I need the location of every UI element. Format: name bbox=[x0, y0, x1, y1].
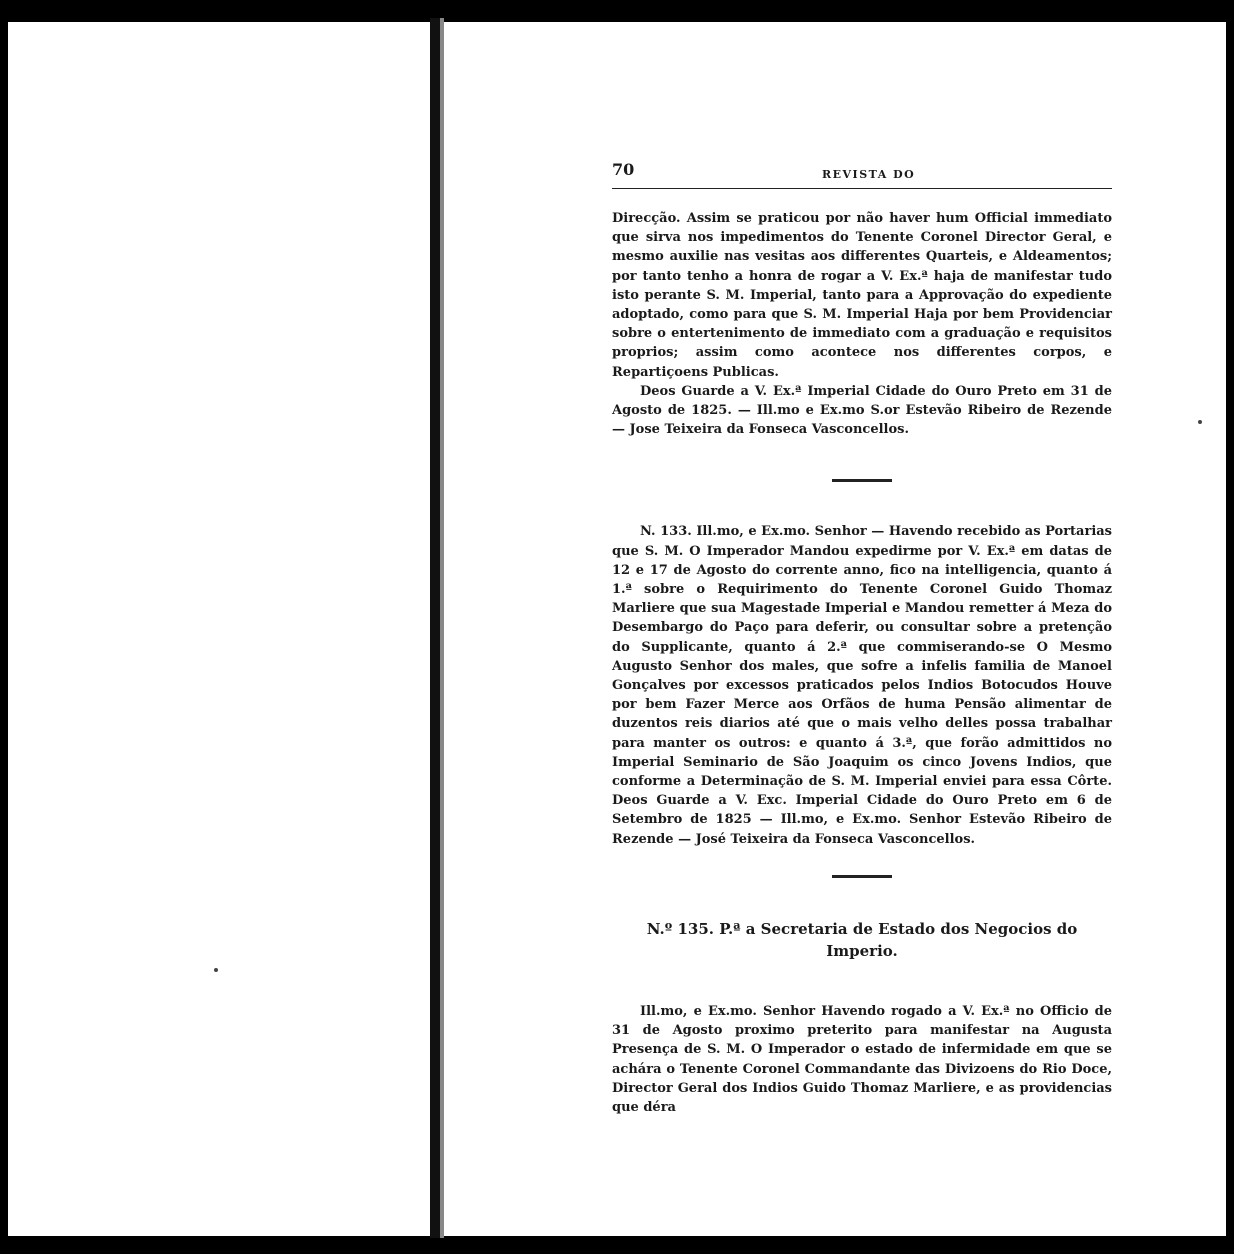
scan-speck bbox=[1198, 420, 1202, 424]
document-page bbox=[612, 160, 1112, 1117]
book-gutter bbox=[430, 18, 440, 1238]
scan-left-border bbox=[0, 0, 8, 1254]
section-separator bbox=[832, 875, 892, 878]
entry-133 bbox=[612, 522, 1112, 848]
scan-bottom-border bbox=[0, 1236, 1234, 1254]
entry-133-paragraph bbox=[612, 522, 1112, 848]
page-header bbox=[612, 160, 1112, 189]
section-separator bbox=[832, 479, 892, 482]
scan-right-border bbox=[1226, 0, 1234, 1254]
entry-133-text: Ill.mo, e Ex.mo. Senhor — Havendo recebido as Portarias que S. M. O Imperador Mandou expedirme por V. Ex.ª em datas de 12 e 17 de Agosto do corrente anno, fico na intelligencia, quanto á 1.ª sobre o Requirimento do Tenente Coronel Guido Thomaz Marliere que sua Magestade Imperial e Mandou remetter á Meza do Desembargo do Paço para deferir, ou consultar sobre a pretenção do Supplicante, quanto á 2.ª que commiserando-se O Mesmo Augusto Senhor dos males, que sofre a infelis familia de Manoel Gonçalves por excessos praticados pelos Indios Botocudos Houve por bem Fazer Merce aos Orfãos de huma Pensão alimentar de duzentos reis diarios até que o mais velho delles possa trabalhar para manter os outros: e quanto á 3.ª, que forão admittidos no Imperial Seminario de São Joaquim os cinco Jovens Indios, que conforme a Determinação de S. M. Imperial enviei para essa Côrte. Deos Guarde a V. Exc. Imperial Cidade do Ouro Preto em 6 de Setembro de 1825 — Ill.mo, e Ex.mo. Senhor Estevão Ribeiro de Rezende — José Teixeira da Fonseca Vasconcellos. bbox=[612, 524, 1112, 847]
scan-speck bbox=[214, 968, 218, 972]
paragraph-closing: Deos Guarde a V. Ex.ª Imperial Cidade do Ouro Preto em 31 de Agosto de 1825. — Ill.mo e Ex.mo S.or Estevão Ribeiro de Rezende — Jose Teixeira da Fonseca Vasconcellos. bbox=[612, 383, 1112, 438]
page-number: 70 bbox=[612, 160, 635, 179]
book-gutter-shadow bbox=[440, 18, 444, 1238]
section-heading: N.º 135. P.ª a Secretaria de Estado dos Negocios do Imperio. bbox=[646, 919, 1078, 960]
entry-133-number: N. 133. bbox=[640, 524, 692, 540]
entry-135-paragraph: Ill.mo, e Ex.mo. Senhor Havendo rogado a V. Ex.ª no Officio de 31 de Agosto proximo preterito para manifestar na Augusta Presença de S. M. O Imperador o estado de infermidade em que se achára o Tenente Coronel Commandante das Divizoens do Rio Doce, Director Geral dos Indios Guido Thomaz Marliere, e as providencias que déra bbox=[612, 1003, 1112, 1115]
paragraph-continuation: Direcção. Assim se praticou por não haver hum Official immediato que sirva nos impedimentos do Tenente Coronel Director Geral, e mesmo auxilie nas vesitas aos differentes Quarteis, e Aldeamentos; por tanto tenho a honra de rogar a V. Ex.ª haja de manifestar tudo isto perante S. M. Imperial, tanto para a Approvação do expediente adoptado, como para que S. M. Imperial Haja por bem Providenciar sobre o entertenimento de immediato com a graduação e requisitos proprios; assim como acontece nos differentes corpos, e Repartiçoens Publicas. bbox=[612, 211, 1112, 380]
entry-135 bbox=[612, 1002, 1112, 1117]
scan-top-border bbox=[0, 0, 1234, 22]
running-head: REVISTA DO bbox=[822, 168, 916, 181]
